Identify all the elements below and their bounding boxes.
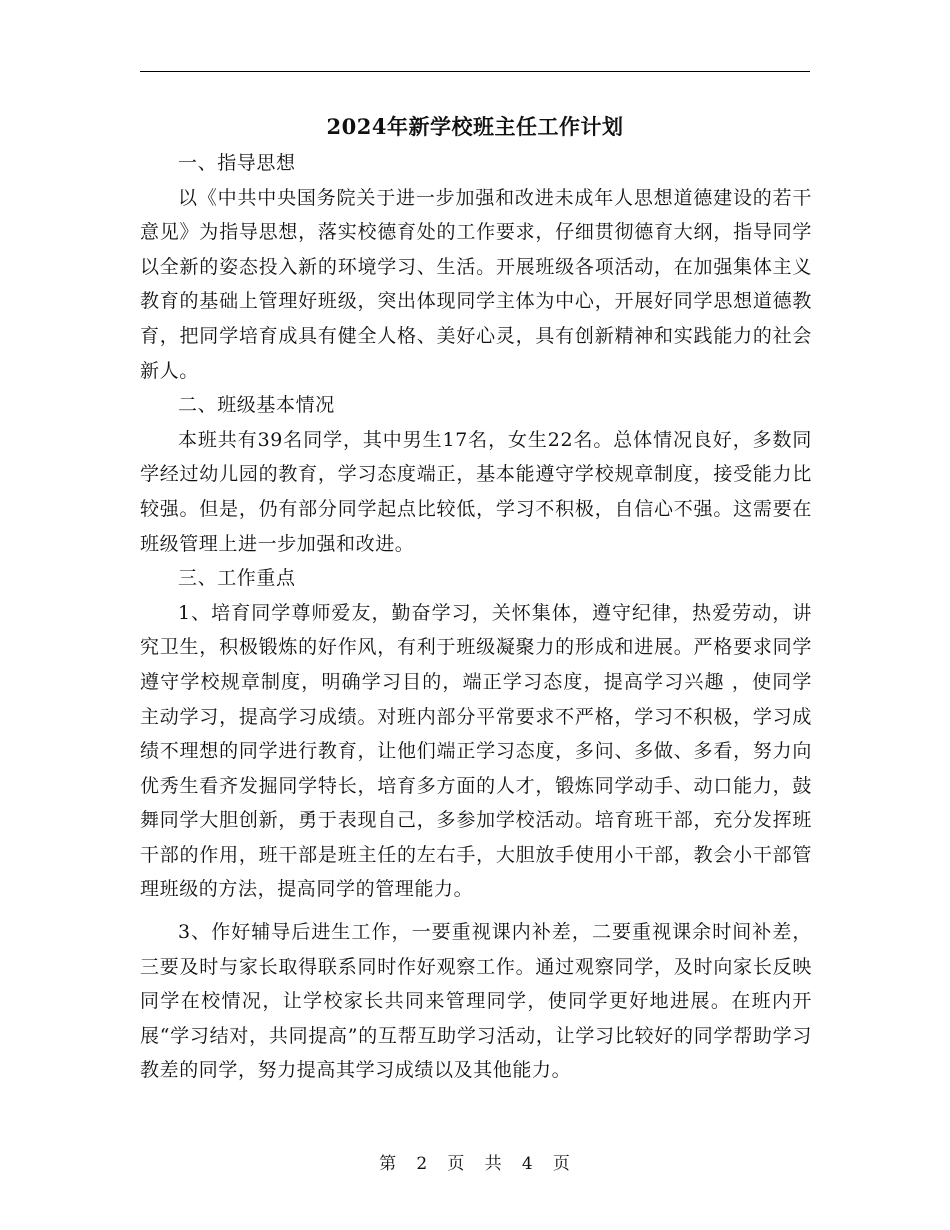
footer-label-page: 第	[379, 1154, 398, 1174]
paragraph-class-situation: 本班共有39名同学，其中男生17名，女生22名。总体情况良好，多数同学经过幼儿园的教育，学习态度端正，基本能遵守学校规章制度，接受能力比较强。但是，仍有部分同学起点比较低，学习不积极，自信心不强。这需要在班级管理上进一步加强和改进。	[140, 428, 812, 555]
section-heading-work-focus: 三、工作重点	[178, 567, 296, 590]
footer-label-unit: 页	[447, 1154, 466, 1174]
document-title: 2024年新学校班主任工作计划	[326, 114, 624, 139]
header-rule	[140, 71, 810, 72]
section-heading-guiding-ideology: 一、指导思想	[178, 152, 296, 174]
paragraph-work-focus-3: 3、作好辅导后进生工作，一要重视课内补差，二要重视课余时间补差，三要及时与家长取得联系同时作好观察工作。通过观察同学，及时向家长反映同学在校情况，让学校家长共同来管理同学，使同学更好地进展。在班内开展“学习结对，共同提高”的互帮互助学习活动，让学习比较好的同学帮助学习教差的同学，努力提高其学习成绩以及其他能力。	[140, 921, 812, 1082]
footer-current-page: 2	[416, 1154, 429, 1174]
section-heading-class-situation: 二、班级基本情况	[178, 394, 335, 417]
paragraph-work-focus-1: 1、培育同学尊师爱友，勤奋学习，关怀集体，遵守纪律，热爱劳动，讲究卫生，积极锻炼的好作风，有利于班级凝聚力的形成和进展。严格要求同学遵守学校规章制度，明确学习目的，端正学习态度，提高学习兴趣 ，使同学主动学习，提高学习成绩。对班内部分平常要求不严格，学习不积极，学习成绩不理想的同学进行教育，让他们端正学习态度，多问、多做、多看，努力向优秀生看齐发掘同学特长，培育多方面的人才，锻炼同学动手、动口能力，鼓舞同学大胆创新，勇于表现自己，多参加学校活动。培育班干部，充分发挥班干部的作用，班干部是班主任的左右手，大胆放手使用小干部，教会小干部管理班级的方法，提高同学的管理能力。	[140, 601, 812, 901]
footer-total-pages: 4	[521, 1154, 534, 1174]
paragraph-guiding-ideology: 以《中共中央国务院关于进一步加强和改进未成年人思想道德建设的若干意见》为指导思想，落实校德育处的工作要求，仔细贯彻德育大纲，指导同学以全新的姿态投入新的环境学习、生活。开展班级各项活动，在加强集体主义教育的基础上管理好班级，突出体现同学主体为中心，开展好同学思想道德教育，把同学培育成具有健全人格、美好心灵，具有创新精神和实践能力的社会新人。	[140, 186, 812, 382]
document-body	[140, 146, 812, 1088]
footer-label-total: 共	[484, 1154, 503, 1174]
footer-label-unit-end: 页	[552, 1154, 571, 1174]
page-footer	[0, 1152, 950, 1176]
